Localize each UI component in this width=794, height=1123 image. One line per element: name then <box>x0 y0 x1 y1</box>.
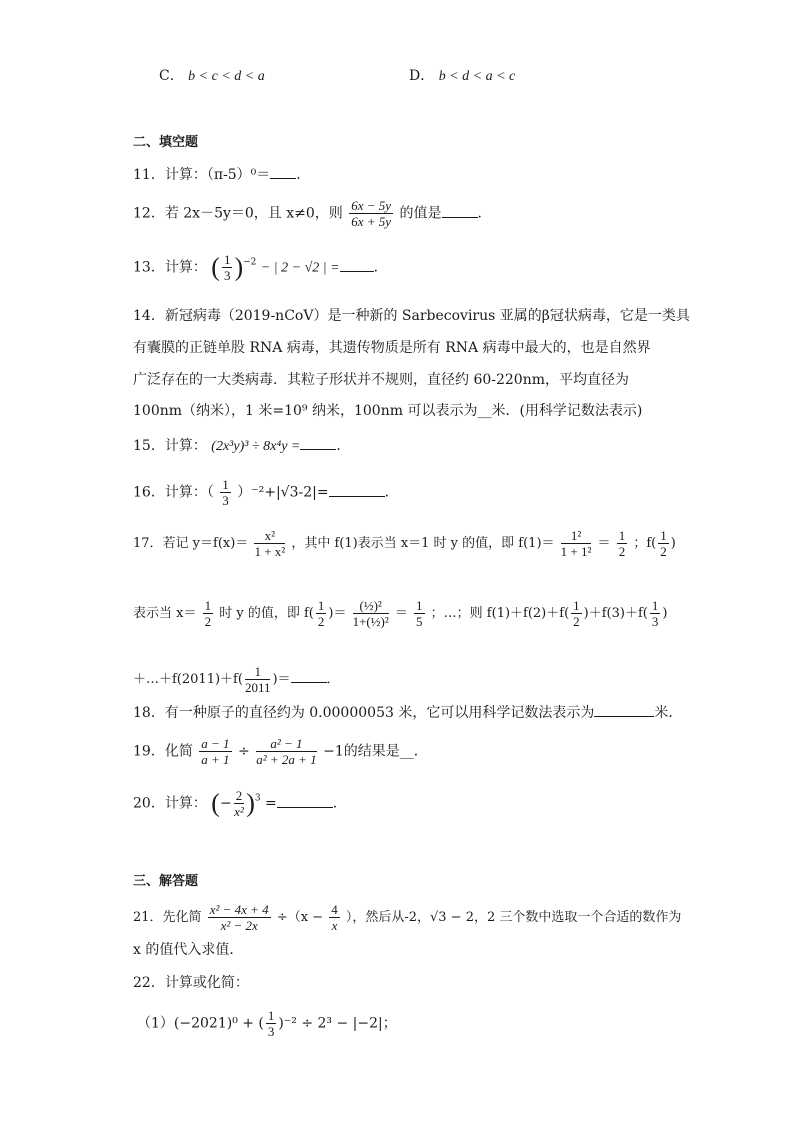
answer-blank <box>300 437 336 450</box>
fraction: $\frac{6x - 5y}{6x + 5y}$ <box>351 198 392 229</box>
question-16: 16．计算：（ $\frac{1}{3}$ ）⁻²+|√3-2|= ． <box>133 477 399 508</box>
question-19: 19．化简 $\frac{a - 1}{a + 1}$ ÷ $\frac{\text{a² − 1}}{\text{a² + 2a + 1}}$ −1的结果是__． <box>133 736 428 767</box>
question-14-line-4: 100nm（纳米），1 米=10⁹ 纳米，100nm 可以表示为__米．(用科学记数法表示) <box>133 403 643 419</box>
option-d <box>409 66 515 87</box>
fraction: $\frac{\text{1²}}{\text{1 + 1²}}$ <box>560 528 592 559</box>
question-17-line-3: ＋…＋f(2011)＋f( $\frac{1}{2011}$ )＝ ． <box>133 664 340 695</box>
answer-blank <box>442 205 478 218</box>
answer-blank <box>291 670 327 683</box>
answer-blank <box>329 484 385 497</box>
answer-blank <box>270 166 296 179</box>
fraction: $\frac{1}{2}$ <box>660 528 667 559</box>
fraction: $\frac{1}{2}$ <box>204 598 212 629</box>
option-d-expr: b < d < a < c <box>438 69 516 84</box>
fraction: $\frac{\text{a² − 1}}{\text{a² + 2a + 1}}$ <box>256 736 317 767</box>
fraction: $\frac{1}{2}$ <box>573 598 580 629</box>
question-14-line-2: 有囊膜的正链单股 RNA 病毒，其遗传物质是所有 RNA 病毒中最大的，也是自然界 <box>133 340 651 356</box>
question-15: 15．计算： (2x³y)³ ÷ 8x⁴y = ． <box>133 438 351 454</box>
question-22-part-1: （1）(−2021)⁰ + ( $\frac{1}{3}$ )⁻² ÷ 2³ − |−2|； <box>137 1008 397 1039</box>
answer-blank <box>594 704 654 717</box>
answer-blank <box>340 259 374 272</box>
fraction: $\frac{1}{3}$ <box>267 1008 275 1039</box>
fraction: $\frac{a - 1}{a + 1}$ <box>201 736 230 767</box>
fraction: $\frac{1}{3}$ <box>651 598 659 629</box>
section-heading-solve: 三、解答题 <box>133 874 199 889</box>
question-17-line-1: 17．若记 y＝f(x)＝ $\frac{\text{x²}}{\text{1 + x²}}$ ，其中 f(1)表示当 x＝1 时 y 的值，即 f(1)＝ $\frac{\text{1²}}{\text{1 + 1²}}$ ＝ $\frac{1}{2}$ ；f( $\frac{1}{2}$ ) <box>133 528 676 559</box>
option-c-expr: b < c < d < a <box>188 69 265 84</box>
fraction: $\frac{1}{2011}$ <box>244 664 271 695</box>
question-12: 12．若 2x－5y＝0，且 x≠0，则 $\frac{6x - 5y}{6x + 5y}$ 的值是 ． <box>133 198 492 229</box>
fraction: $\frac{4}{x}$ <box>331 902 338 933</box>
question-20: 20．计算： (− $\frac{2}{\text{x²}}$ )$^3$ = ． <box>133 788 347 819</box>
section-heading-fill: 二、填空题 <box>133 135 199 150</box>
question-13: 13．计算： ( $\frac{1}{3}$ )$^{-2}$ − | 2 − √2 | = ． <box>133 252 388 283</box>
question-21: 21．先化简 $\frac{\text{x² − 4x + 4}}{\text{x² − 2x}}$ ÷（x − $\frac{4}{x}$ ），然后从-2，√3 − 2，2 三个数中选取一个合适的数作为 <box>133 902 682 933</box>
fraction: $\frac{1}{3}$ <box>223 252 231 283</box>
question-14-line-1: 14．新冠病毒（2019-nCoV）是一种新的 Sarbecovirus 亚属的β冠状病毒，它是一类具 <box>133 308 690 324</box>
question-18: 18．有一种原子的直径约为 0.00000053 米，它可以用科学记数法表示为 米． <box>133 705 683 721</box>
fraction: $\frac{\text{x²}}{\text{1 + x²}}$ <box>254 528 286 559</box>
option-c <box>159 66 265 87</box>
question-21-line-2: x 的值代入求值． <box>133 942 244 958</box>
fraction: $\frac{1}{2}$ <box>317 598 325 629</box>
fraction: $\frac{2}{\text{x²}}$ <box>234 788 244 819</box>
fraction: $\frac{\text{x² − 4x + 4}}{\text{x² − 2x}}$ <box>209 902 269 933</box>
fraction-complex: $\frac{\text{(½)²}}{\text{1+(½)²}}$ <box>352 598 389 629</box>
question-14-line-3: 广泛存在的一大类病毒．其粒子形状并不规则，直径约 60-220nm，平均直径为 <box>133 372 630 388</box>
option-c-label: C． <box>159 68 184 84</box>
question-17-line-2: 表示当 x＝ $\frac{1}{2}$ 时 y 的值，即 f( $\frac{1}{2}$ )＝ $\frac{\text{(½)²}}{\text{1+(½)²}}$ ＝ $\frac{1}{5}$ ；…；则 f(1)＋f(2)＋f( $\frac{1}{2}$ )＋f(3)＋f( $\frac{1}{3}$ ) <box>133 598 668 629</box>
fraction: $\frac{1}{5}$ <box>416 598 423 629</box>
fraction: $\frac{1}{2}$ <box>618 528 626 559</box>
answer-blank <box>277 795 333 808</box>
question-22-title: 22．计算或化简： <box>133 975 249 991</box>
fraction: $\frac{1}{3}$ <box>222 477 229 508</box>
question-11: 11．计算：（π-5）⁰＝ ． <box>133 167 311 183</box>
option-d-label: D． <box>409 68 435 84</box>
